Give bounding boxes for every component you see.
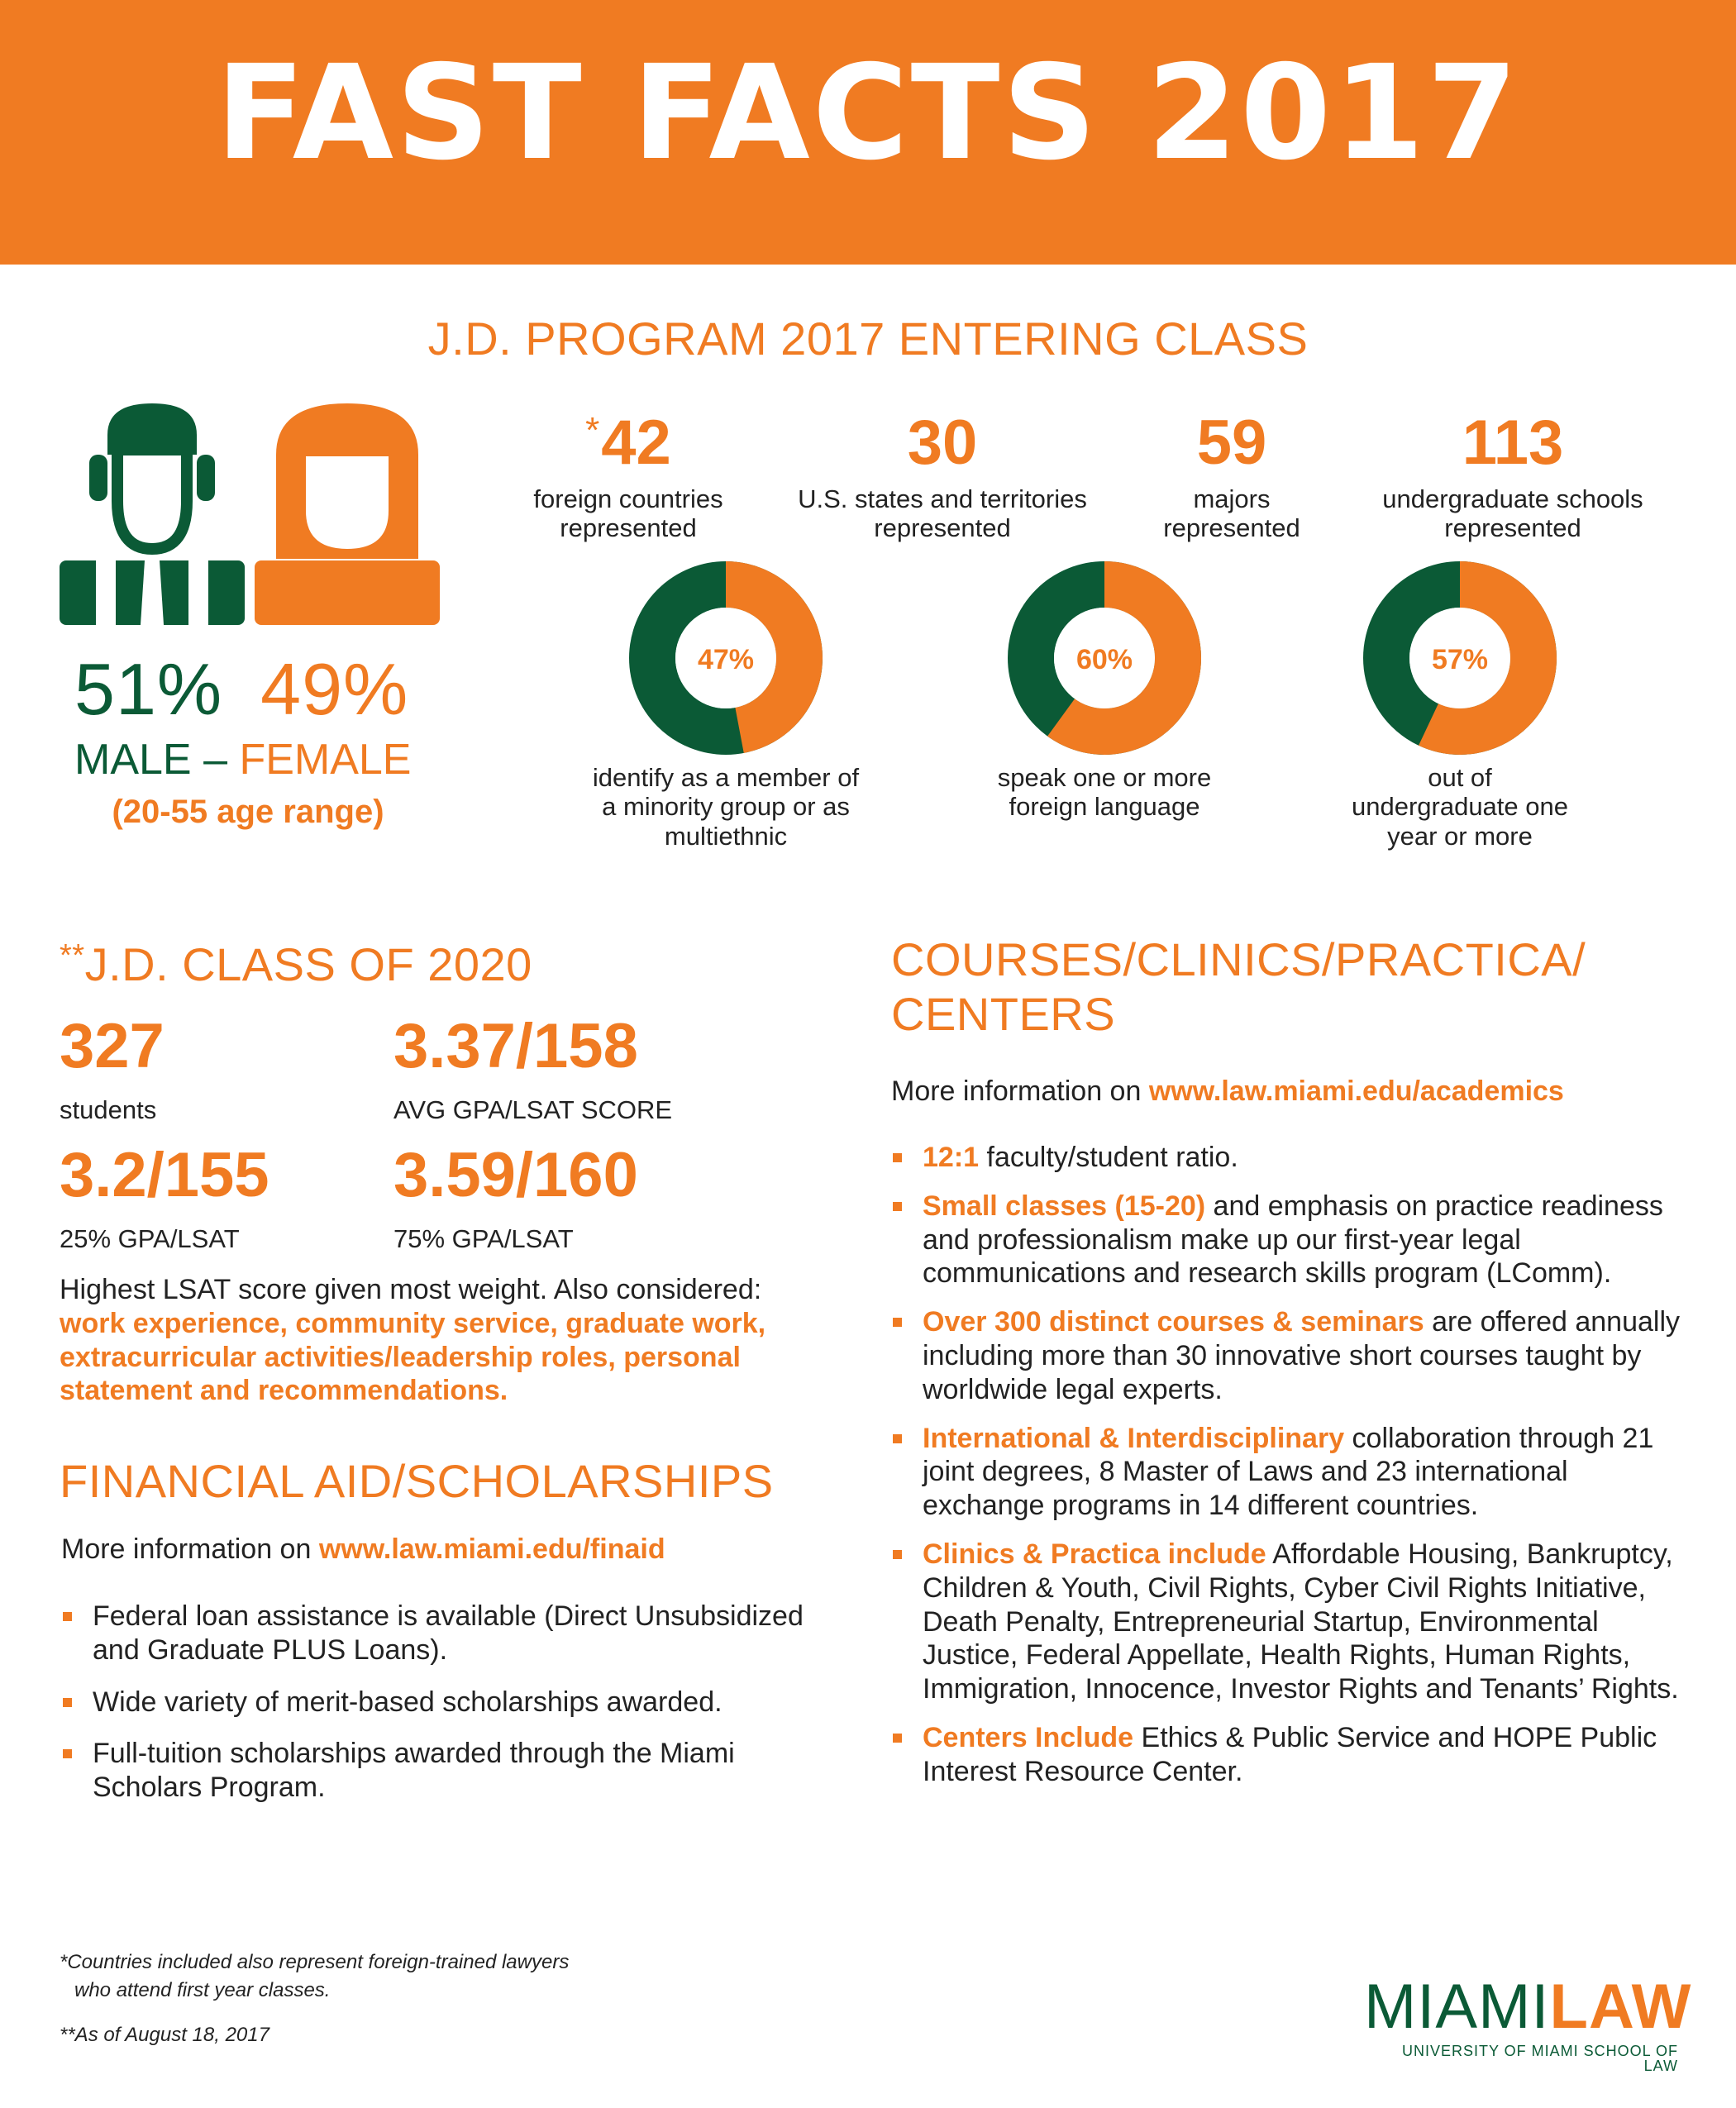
- male-label: MALE: [74, 736, 192, 784]
- stat-value: 59: [1196, 408, 1267, 478]
- class-2020-title: [60, 938, 532, 991]
- class-stat-label: 75% GPA/LSAT: [393, 1224, 574, 1253]
- stat-label-line1: undergraduate schools: [1382, 484, 1643, 513]
- gender-icons: [60, 403, 440, 625]
- class-stat-label: 25% GPA/LSAT: [60, 1224, 240, 1253]
- stat-foreign-countries: [488, 408, 769, 543]
- stat-value: 42: [601, 408, 671, 478]
- header-banner: [0, 0, 1736, 265]
- male-percentage: 51%: [74, 648, 223, 730]
- class-stat-value: 3.2/155: [60, 1140, 269, 1210]
- list-item: [891, 1141, 1685, 1175]
- caption-line3: year or more: [1387, 821, 1533, 851]
- entering-class-title: J.D. PROGRAM 2017 ENTERING CLASS: [427, 312, 1309, 365]
- class-stat-label: AVG GPA/LSAT SCORE: [393, 1095, 673, 1124]
- gender-dash: –: [203, 736, 227, 784]
- courses-title: [891, 932, 1586, 1042]
- list-item: [891, 1305, 1685, 1406]
- donut-caption-foreign-language: [939, 763, 1270, 822]
- bullet-text: collaboration through 21 joint degrees, 8 Master of Laws and 23 international exchange programs in 14 different countries.: [923, 1422, 1654, 1522]
- bullet-text: and emphasis on practice readiness and professionalism make up our first-year legal communications and research skills program (LComm).: [923, 1190, 1663, 1290]
- stat-marker: *: [585, 410, 600, 451]
- class-stat-students: [60, 1011, 165, 1125]
- class-2020-title-text: J.D. CLASS OF 2020: [84, 938, 532, 990]
- admissions-note-text: Highest LSAT score given most weight. Also considered:: [60, 1274, 762, 1305]
- donut-label: 47%: [697, 644, 755, 675]
- donut-label: 60%: [1075, 644, 1133, 675]
- bullet-highlight: 12:1: [923, 1142, 980, 1173]
- caption-line1: identify as a member of: [592, 763, 860, 792]
- class-stat-value: 3.59/160: [393, 1140, 638, 1210]
- list-item: Federal loan assistance is available (Direct Unsubsidized and Graduate PLUS Loans).: [61, 1600, 805, 1667]
- female-label: FEMALE: [239, 736, 412, 784]
- finaid-more-info-text: More information on: [61, 1533, 319, 1565]
- stat-label-line1: foreign countries: [533, 484, 723, 513]
- list-item: Wide variety of merit-based scholarships awarded.: [61, 1686, 805, 1719]
- list-item: [891, 1422, 1685, 1523]
- finaid-bullet-list: [61, 1600, 805, 1805]
- female-percentage: 49%: [260, 648, 409, 730]
- caption-line1: speak one or more: [997, 763, 1212, 792]
- donut-caption-minority: [552, 763, 899, 851]
- list-item: [891, 1538, 1685, 1706]
- bullet-text: Affordable Housing, Bankruptcy, Children & Youth, Civil Rights, Cyber Civil Rights Initiative, Death Penalty, Entrepreneurial Startup, Environmental Justice, Federal Appellate, Health Rights, Human Rights, Immigration, Innocence, Investor Rights and Tenants’ Rights.: [923, 1538, 1679, 1705]
- bullet-text: are offered annually including more than 30 innovative short courses taught by worldwide legal experts.: [923, 1306, 1680, 1405]
- logo-word-miami: MIAMI: [1364, 1972, 1550, 2042]
- gender-percentages: [74, 648, 409, 730]
- miami-law-logo: [1364, 1972, 1692, 2074]
- caption-line2: undergraduate one: [1351, 792, 1568, 822]
- gender-labels: [74, 736, 412, 784]
- courses-title-line1: COURSES/CLINICS/PRACTICA/: [891, 933, 1586, 985]
- bullet-text: faculty/student ratio.: [979, 1142, 1238, 1173]
- bullet-highlight: Clinics & Practica include: [923, 1538, 1266, 1570]
- footnote-line2: who attend first year classes.: [74, 1978, 331, 2001]
- bullet-text: Ethics & Public Service and HOPE Public Interest Resource Center.: [923, 1721, 1657, 1787]
- courses-link[interactable]: www.law.miami.edu/academics: [1148, 1075, 1564, 1107]
- stat-label-line2: represented: [1444, 513, 1581, 543]
- courses-more-info: [891, 1075, 1564, 1109]
- stat-majors: [1116, 408, 1347, 543]
- logo-word-law: LAW: [1549, 1972, 1692, 2042]
- donut-caption-out-of-undergrad: [1295, 763, 1625, 851]
- class-stat-avg-gpa-lsat: [393, 1011, 673, 1125]
- bullet-highlight: Over 300 distinct courses & seminars: [923, 1306, 1424, 1338]
- caption-line3: multiethnic: [664, 821, 788, 851]
- courses-bullet-list: [891, 1141, 1685, 1789]
- logo-subtitle: UNIVERSITY OF MIAMI SCHOOL OF LAW: [1401, 2043, 1678, 2074]
- caption-line2: a minority group or as: [602, 792, 850, 822]
- stat-label-line2: represented: [874, 513, 1011, 543]
- stat-us-states: [769, 408, 1116, 543]
- courses-more-info-text: More information on: [891, 1075, 1149, 1107]
- class-stat-75-percentile: [393, 1140, 638, 1254]
- bullet-highlight: Small classes (15-20): [923, 1190, 1206, 1222]
- donut-chart-minority: [628, 560, 823, 756]
- stat-label-line1: U.S. states and territories: [798, 484, 1087, 513]
- courses-title-line2: CENTERS: [891, 988, 1116, 1041]
- admissions-note-highlight: work experience, community service, graduate work, extracurricular activities/leadership roles, personal statement and recommendations.: [60, 1307, 766, 1407]
- footnote-countries: [60, 1948, 569, 2004]
- class-stat-value: 3.37/158: [393, 1011, 638, 1081]
- class-stat-label: students: [60, 1095, 157, 1124]
- stat-label-line2: represented: [1163, 513, 1300, 543]
- bullet-highlight: Centers Include: [923, 1721, 1134, 1753]
- donut-chart-out-of-undergrad: [1362, 560, 1557, 756]
- admissions-note: [60, 1273, 828, 1408]
- stat-label-line1: majors: [1193, 484, 1271, 513]
- stat-value: 113: [1462, 408, 1564, 478]
- caption-line1: out of: [1428, 763, 1492, 792]
- stat-undergraduate-schools: [1347, 408, 1678, 543]
- footnote-date: **As of August 18, 2017: [60, 2024, 269, 2046]
- footnote-line1: *Countries included also represent foreign-trained lawyers: [60, 1951, 570, 1973]
- list-item: [891, 1721, 1685, 1789]
- finaid-link[interactable]: www.law.miami.edu/finaid: [318, 1533, 665, 1565]
- list-item: Full-tuition scholarships awarded through the Miami Scholars Program.: [61, 1737, 805, 1805]
- finaid-more-info: [61, 1533, 665, 1567]
- list-item: [891, 1190, 1685, 1290]
- stat-value: 30: [907, 408, 978, 478]
- caption-line2: foreign language: [1009, 792, 1200, 822]
- male-person-icon: [60, 403, 245, 625]
- finaid-title: FINANCIAL AID/SCHOLARSHIPS: [60, 1455, 774, 1507]
- class-2020-marker: **: [60, 938, 85, 973]
- donut-label: 57%: [1431, 644, 1489, 675]
- class-stat-value: 327: [60, 1011, 165, 1081]
- stat-label-line2: represented: [560, 513, 697, 543]
- donut-chart-foreign-language: [1007, 560, 1202, 756]
- class-stat-25-percentile: [60, 1140, 269, 1254]
- age-range: (20-55 age range): [112, 794, 384, 830]
- page-title: FAST FACTS 2017: [215, 37, 1521, 189]
- bullet-highlight: International & Interdisciplinary: [923, 1422, 1345, 1454]
- female-person-icon: [255, 403, 440, 625]
